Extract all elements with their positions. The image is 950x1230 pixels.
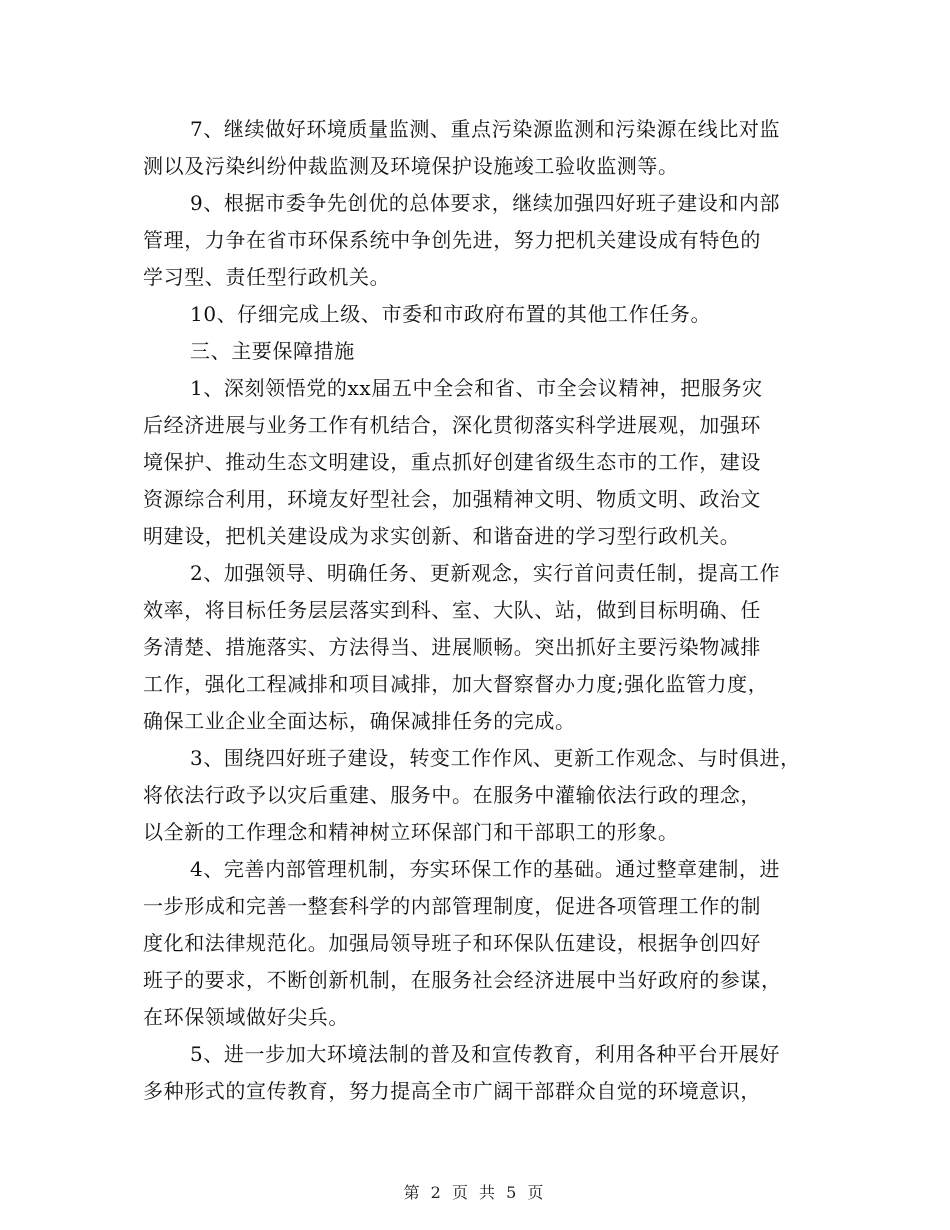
paragraph-line: 务清楚、措施落实、方法得当、进展顺畅。突出抓好主要污染物减排 <box>143 635 761 659</box>
paragraph-line: 多种形式的宣传教育，努力提高全市广阔干部群众自觉的环境意识， <box>143 1079 761 1103</box>
paragraph-first-line: 5、进一步加大环境法制的普及和宣传教育，利用各种平台开展好 <box>190 1042 781 1066</box>
paragraph-line: 工作，强化工程减排和项目减排，加大督察督办力度;强化监管力度， <box>143 672 769 696</box>
paragraph-first-line: 1、深刻领悟党的xx届五中全会和省、市全会议精神，把服务灾 <box>190 376 763 400</box>
paragraph-line: 度化和法律规范化。加强局领导班子和环保队伍建设，根据争创四好 <box>143 931 761 955</box>
paragraph-line: 明建设，把机关建设成为求实创新、和谐奋进的学习型行政机关。 <box>143 524 741 548</box>
paragraph-line: 班子的要求，不断创新机制，在服务社会经济进展中当好政府的参谋， <box>143 968 782 992</box>
paragraph-line: 测以及污染纠纷仲裁监测及环境保护设施竣工验收监测等。 <box>143 154 679 178</box>
paragraph-first-line: 7、继续做好环境质量监测、重点污染源监测和污染源在线比对监 <box>190 117 781 141</box>
paragraph-first-line: 2、加强领导、明确任务、更新观念，实行首问责任制，提高工作 <box>190 561 781 585</box>
paragraph-line: 一步形成和完善一整套科学的内部管理制度，促进各项管理工作的制 <box>143 894 761 918</box>
paragraph-line: 效率，将目标任务层层落实到科、室、大队、站，做到目标明确、任 <box>143 598 761 622</box>
paragraph-line: 资源综合利用，环境友好型社会，加强精神文明、物质文明、政治文 <box>143 487 761 511</box>
paragraph-first-line: 三、主要保障措施 <box>190 339 355 363</box>
paragraph-line: 在环保领域做好尖兵。 <box>143 1005 349 1029</box>
paragraph-line: 以全新的工作理念和精神树立环保部门和干部职工的形象。 <box>143 820 679 844</box>
paragraph-first-line: 3、围绕四好班子建设，转变工作作风、更新工作观念、与时俱进， <box>190 746 801 770</box>
paragraph-line: 境保护、推动生态文明建设，重点抓好创建省级生态市的工作，建设 <box>143 450 761 474</box>
paragraph-first-line: 4、完善内部管理机制，夯实环保工作的基础。通过整章建制，进 <box>190 857 781 881</box>
paragraph-line: 确保工业企业全面达标，确保减排任务的完成。 <box>143 709 576 733</box>
paragraph-line: 学习型、责任型行政机关。 <box>143 265 391 289</box>
paragraph-first-line: 9、根据市委争先创优的总体要求，继续加强四好班子建设和内部 <box>190 191 781 215</box>
paragraph-line: 将依法行政予以灾后重建、服务中。在服务中灌输依法行政的理念， <box>143 783 761 807</box>
paragraph-first-line: 10、仔细完成上级、市委和市政府布置的其他工作任务。 <box>190 302 712 326</box>
page-footer: 第 2 页 共 5 页 <box>403 1183 547 1202</box>
paragraph-line: 后经济进展与业务工作有机结合，深化贯彻落实科学进展观，加强环 <box>143 413 761 437</box>
paragraph-line: 管理，力争在省市环保系统中争创先进，努力把机关建设成有特色的 <box>143 228 761 252</box>
